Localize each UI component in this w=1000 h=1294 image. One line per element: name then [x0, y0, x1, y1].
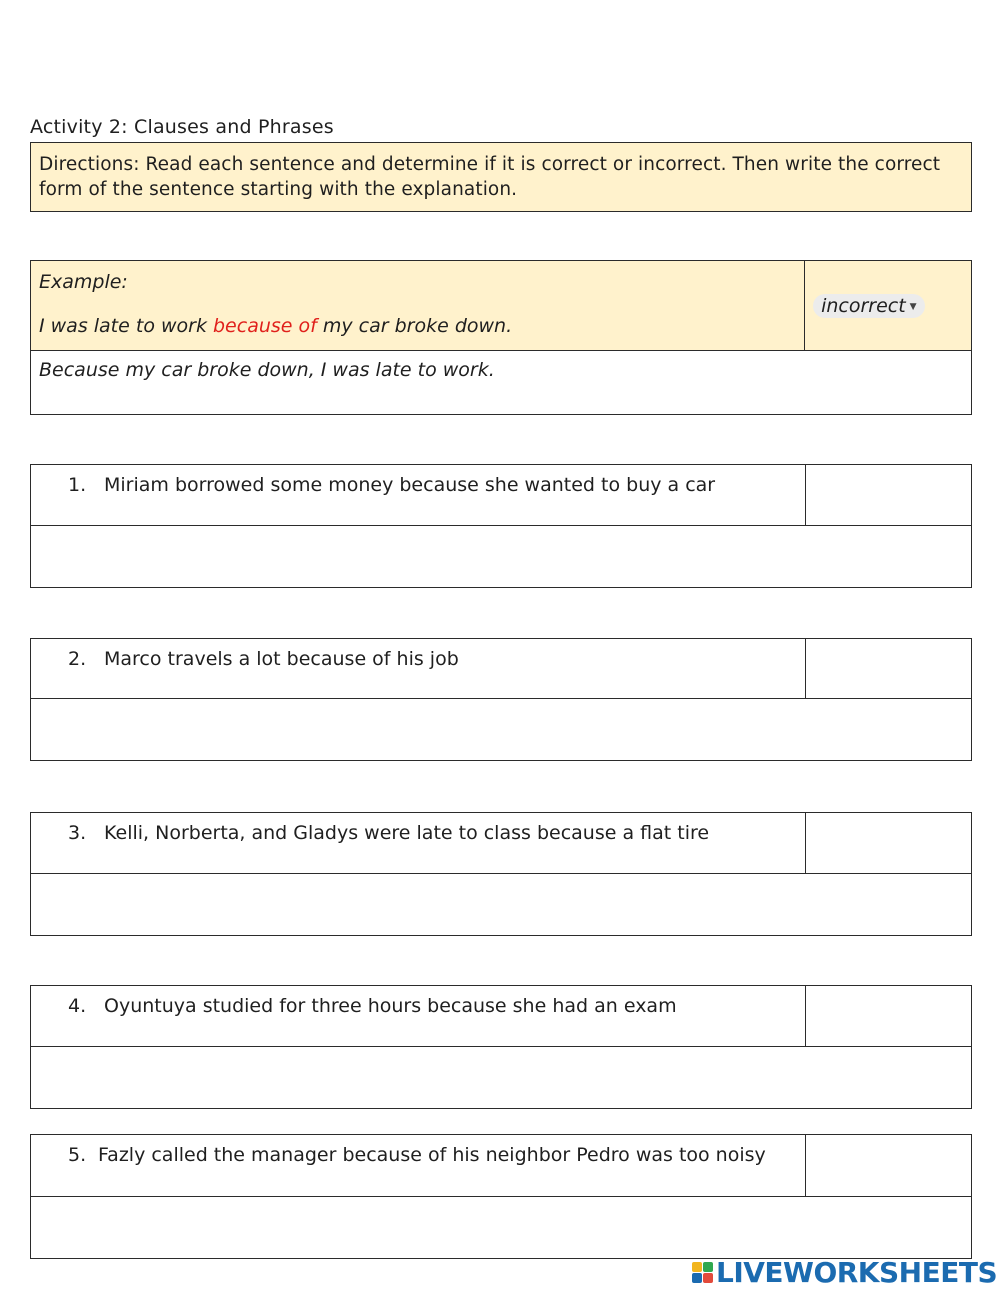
- activity-title: Activity 2: Clauses and Phrases: [30, 116, 334, 138]
- logo-blocks-icon: [692, 1262, 713, 1283]
- question-sentence: Fazly called the manager because of his neighbor Pedro was too noisy: [98, 1144, 766, 1166]
- question-cell: [31, 986, 806, 1047]
- example-dropdown[interactable]: [813, 294, 925, 318]
- directions-text: Directions: Read each sentence and determine if it is correct or incorrect. Then write the correct form of the sentence starting with the explanation.: [39, 154, 941, 200]
- answer-dropdown-box[interactable]: [806, 813, 972, 874]
- answer-dropdown-box[interactable]: [806, 986, 972, 1047]
- example-table: [30, 260, 972, 415]
- question-table-5: [30, 1134, 972, 1259]
- correction-input[interactable]: [31, 1197, 972, 1259]
- question-number: 4.: [68, 995, 87, 1017]
- question-number: 1.: [68, 474, 87, 496]
- question-cell: [31, 465, 806, 526]
- liveworksheets-logo: [692, 1256, 997, 1289]
- example-label: Example:: [39, 271, 128, 293]
- question-number: 5.: [68, 1144, 87, 1166]
- example-sentence-start: I was late to work: [39, 315, 213, 337]
- answer-dropdown-box[interactable]: [806, 1135, 972, 1197]
- question-cell: [31, 639, 806, 699]
- example-highlight: because of: [213, 315, 317, 337]
- question-number: 3.: [68, 822, 87, 844]
- chevron-down-icon: ▼: [909, 302, 917, 312]
- question-table-3: [30, 812, 972, 936]
- answer-dropdown-box[interactable]: [806, 465, 972, 526]
- example-dropdown-value: incorrect: [821, 294, 906, 317]
- correction-input[interactable]: [31, 699, 972, 761]
- question-number: 2.: [68, 648, 87, 670]
- question-sentence: Oyuntuya studied for three hours because she had an exam: [104, 995, 677, 1017]
- directions-box: [30, 142, 972, 212]
- example-sentence-end: my car broke down.: [316, 315, 513, 337]
- question-table-2: [30, 638, 972, 761]
- correction-input[interactable]: [31, 526, 972, 588]
- question-table-4: [30, 985, 972, 1109]
- correction-input[interactable]: [31, 874, 972, 936]
- question-cell: [31, 813, 806, 874]
- question-table-1: [30, 464, 972, 588]
- question-sentence: Kelli, Norberta, and Gladys were late to class because a flat tire: [104, 822, 710, 844]
- correction-input[interactable]: [31, 1047, 972, 1109]
- example-prompt-cell: [31, 261, 805, 351]
- example-sentence: [39, 315, 512, 337]
- answer-dropdown-box[interactable]: [806, 639, 972, 699]
- logo-text: LIVEWORKSHEETS: [716, 1256, 998, 1289]
- example-answer-cell: [805, 261, 972, 351]
- example-corrected: Because my car broke down, I was late to work.: [39, 359, 495, 381]
- question-sentence: Marco travels a lot because of his job: [104, 648, 459, 670]
- question-cell: [31, 1135, 806, 1197]
- example-corrected-cell: [31, 351, 972, 415]
- question-sentence: Miriam borrowed some money because she wanted to buy a car: [104, 474, 716, 496]
